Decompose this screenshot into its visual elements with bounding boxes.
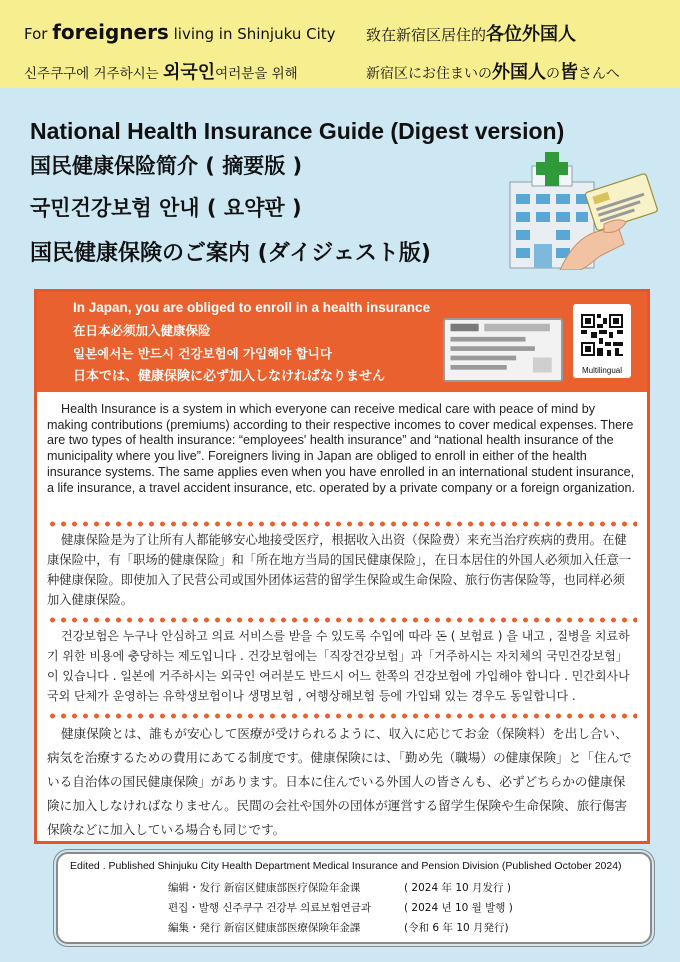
publisher-english: Edited . Published Shinjuku City Health Department Medical Insurance and Pension Division (Published October 2024) xyxy=(70,860,622,872)
paragraph-japanese xyxy=(47,722,637,842)
qr-caption: Multilingual xyxy=(581,366,623,375)
obligation-korean: 일본에서는 반드시 건강보험에 가입해야 합니다 xyxy=(73,346,332,361)
banner-zh-bold: 各位外国人 xyxy=(486,24,577,45)
obligation-english: In Japan, you are obliged to enroll in a health insurance xyxy=(73,300,431,315)
title-korean: 국민건강보험 안내 ( 요약판 ) xyxy=(30,196,302,220)
paragraph-english-text: Health Insurance is a system in which everyone can receive medical care with peace of mind by making contributions (premiums) according to their respective incomes to cover medical expenses. There are two types of health insurance: “employees' health insurance” and “national health insurance of the municipality where you live”. Foreigners living in Japan are obliged to enroll in either of the health insurance systems. The same applies even when you have enrolled in an international student insurance, a life insurance, a travel accident insurance, etc. operated by a private company or a foreign organization. xyxy=(47,402,636,495)
paragraph-chinese xyxy=(47,530,637,610)
dotted-divider xyxy=(47,520,637,528)
published-date-korean: ( 2024 년 10 월 발행 ) xyxy=(404,902,513,914)
publisher-chinese: 编辑・发行 新宿区健康部医疗保险年金课 xyxy=(168,882,361,894)
title-chinese: 国民健康保险简介 ( 摘要版 ) xyxy=(30,154,303,178)
banner-ja-mid: の xyxy=(546,66,560,82)
banner-ko-bold: 외국인 xyxy=(163,62,216,83)
banner-japanese xyxy=(366,58,620,84)
qr-code-icon xyxy=(573,306,631,364)
paragraph-chinese-text: 健康保险是为了让所有人都能够安心地接受医疗，根据收入出资（保险费）来充当治疗疾病的费用。在健康保险中，有「职场的健康保险」和「所在地方当局的国民健康保险」，在日本居住的外国人必须加入任意一种健康保险。即使加入了民营公司或国外团体运营的留学生保险或生命保险、旅行伤害保险等，也同样必须加入健康保险。 xyxy=(47,533,632,607)
insurance-card-icon xyxy=(443,318,563,382)
banner-ja-bold2: 皆 xyxy=(560,62,578,83)
published-date-chinese: ( 2024 年 10 月发行 ) xyxy=(404,882,511,894)
dotted-divider xyxy=(47,712,637,720)
banner-ko-suffix: 여러분을 위해 xyxy=(215,66,298,82)
paragraph-japanese-text: 健康保険とは、誰もが安心して医療が受けられるように、収入に応じてお金（保険料）を出し合い、病気を治療するための費用にあてる制度です。健康保険には、「勤め先（職場）の健康保険」と「住んでいる自治体の国民健康保険」があります。日本に住んでいる外国人の皆さんも、必ずどちらかの健康保険に加入しなければなりません。民間の会社や国外の団体が運営する留学生保険や生命保険、旅行傷害保険などに加入している場合も同じです。 xyxy=(47,726,632,837)
banner-chinese xyxy=(366,20,576,46)
paragraph-korean xyxy=(47,626,637,706)
banner-en-suffix: living in Shinjuku City xyxy=(168,25,336,43)
dotted-divider xyxy=(47,616,637,624)
banner-english xyxy=(24,20,336,44)
banner-zh-prefix: 致在新宿区居住的 xyxy=(366,26,487,44)
publisher-korean: 편집・발행 신주쿠구 건강부 의료보험연금과 xyxy=(168,902,372,914)
obligation-chinese: 在日本必须加入健康保险 xyxy=(73,323,211,338)
banner-en-bold: foreigners xyxy=(52,20,169,44)
paragraph-english xyxy=(47,402,637,496)
banner-ja-bold: 外国人 xyxy=(492,62,546,83)
paragraph-korean-text: 건강보험은 누구나 안심하고 의료 서비스를 받을 수 있도록 수입에 따라 돈 ( 보험료 ) 을 내고 , 질병을 치료하기 위한 비용에 충당하는 제도입니다 . 건강보험에는「직장건강보험」과「거주하시는 자치체의 국민건강보험」이 있습니다 . 일본에 거주하시는 외국인 여러분도 반드시 어느 한쪽의 건강보험에 가입해야 합니다 . 민간회사나 국외 단체가 운영하는 유학생보험이나 생명보험 , 여행상해보험 등에 가입돼 있는 경우도 동일합니다 . xyxy=(47,629,630,703)
published-date-japanese: (令和 6 年 10 月発行) xyxy=(404,922,509,934)
banner-ja-suffix: さんへ xyxy=(578,66,620,82)
banner-ko-prefix: 신주쿠구에 거주하시는 xyxy=(24,66,163,82)
banner-en-prefix: For xyxy=(24,25,53,43)
banner-ja-prefix: 新宿区にお住まいの xyxy=(366,66,492,82)
publisher-japanese: 編集・発行 新宿区健康部医療保険年金課 xyxy=(168,922,361,934)
title-english: National Health Insurance Guide (Digest version) xyxy=(30,118,565,144)
obligation-japanese: 日本では、健康保険に必ず加入しなければなりません xyxy=(73,369,386,384)
obligation-header xyxy=(37,292,647,392)
language-banner xyxy=(0,0,680,88)
multilingual-qr-code[interactable] xyxy=(573,304,631,378)
title-japanese: 国民健康保険のご案内 (ダイジェスト版) xyxy=(30,241,431,266)
banner-korean xyxy=(24,58,298,84)
content-panel xyxy=(34,289,650,844)
hospital-illustration-icon xyxy=(500,152,660,270)
publisher-box xyxy=(56,852,652,944)
